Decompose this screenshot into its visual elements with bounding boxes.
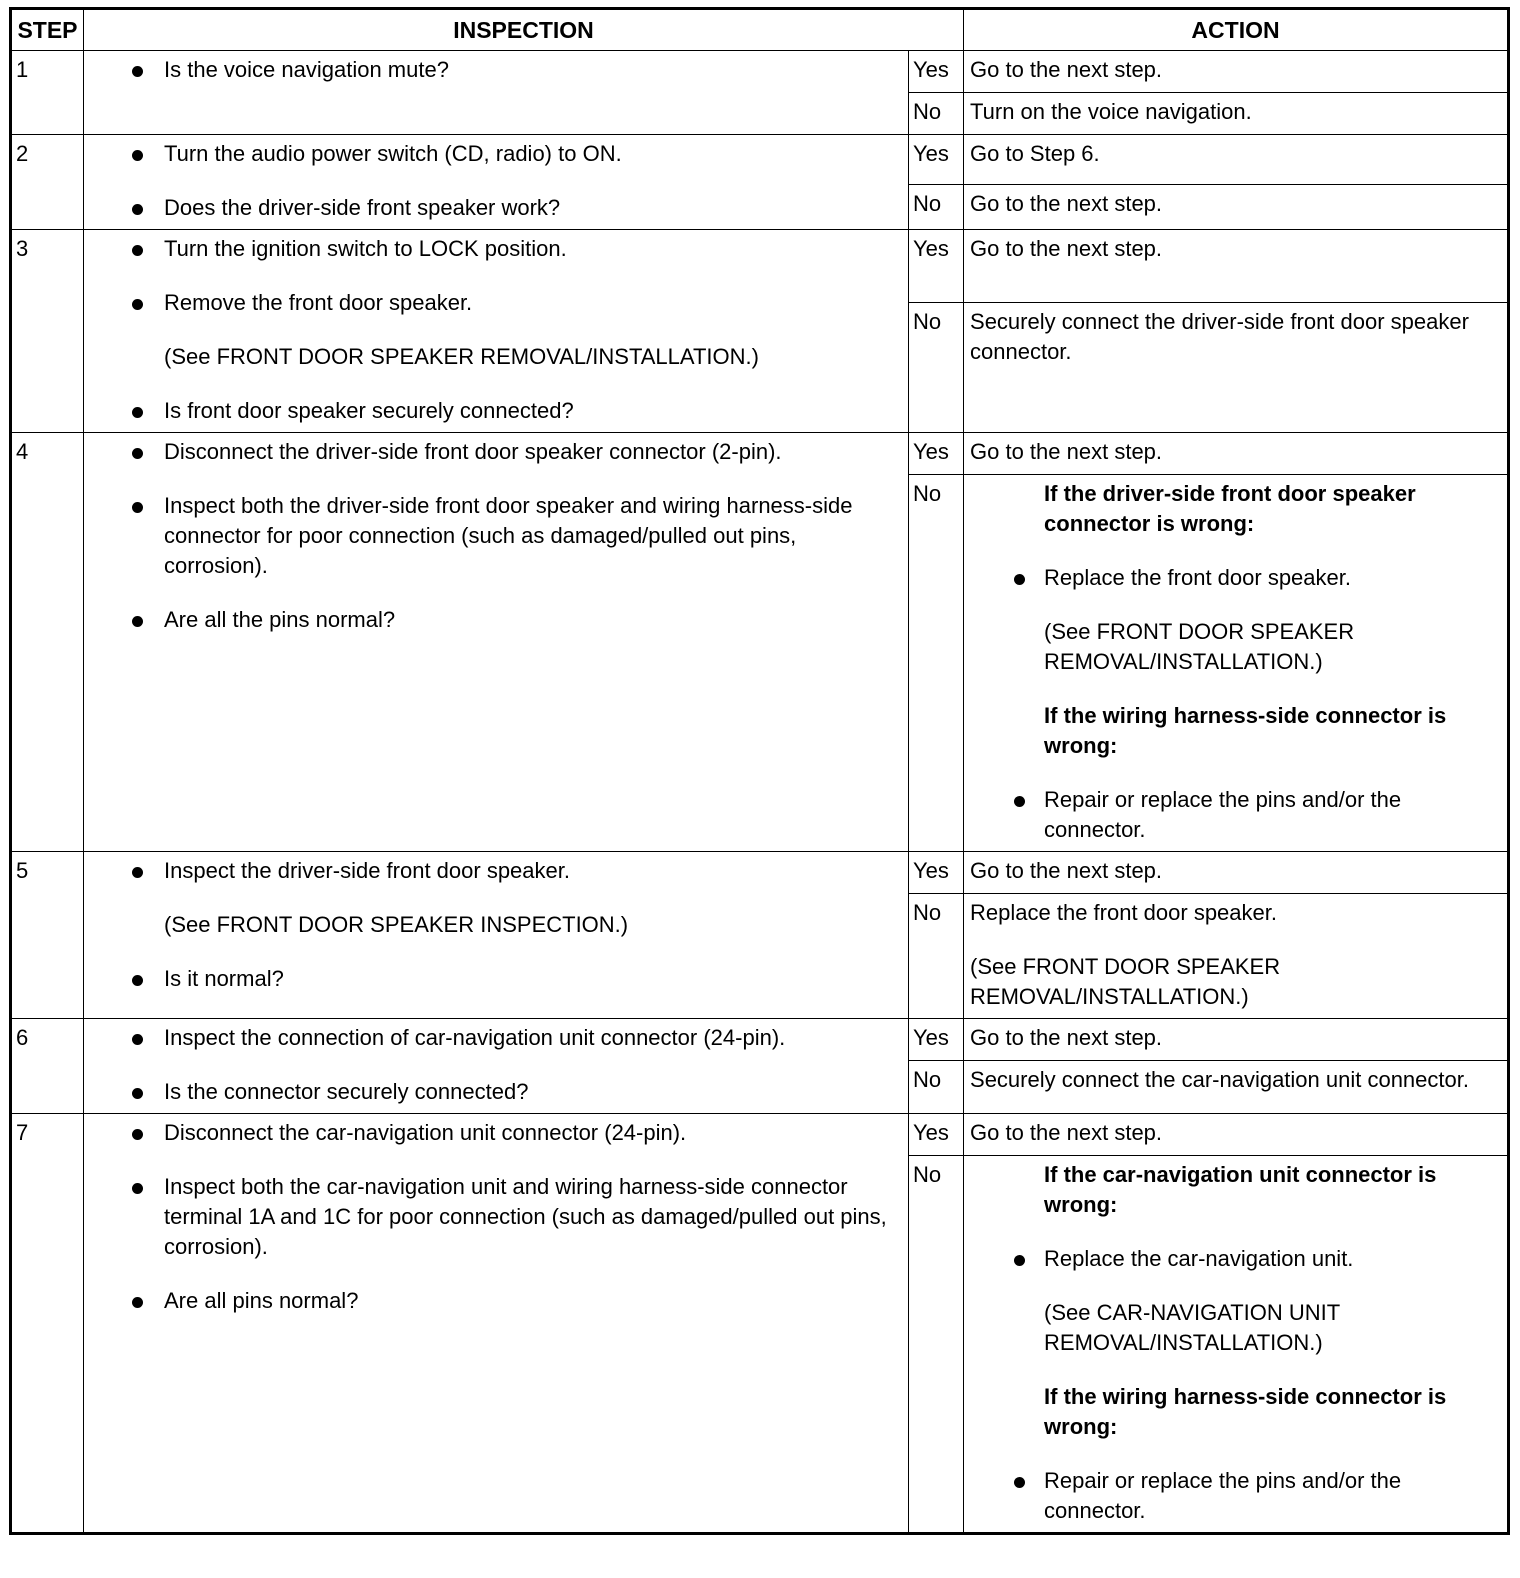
yes-action: Go to the next step. (964, 51, 1509, 93)
inspection-item: Is the voice navigation mute? (84, 55, 898, 85)
step-3-yes-row (11, 230, 1509, 303)
step-number: 5 (11, 852, 84, 1019)
yes-label: Yes (909, 433, 964, 475)
no-label: No (909, 1061, 964, 1114)
no-action (964, 475, 1509, 852)
inspection-item: Does the driver-side front speaker work? (84, 193, 898, 223)
action-note: (See FRONT DOOR SPEAKER REMOVAL/INSTALLATION.) (970, 954, 1281, 1009)
yes-label: Yes (909, 852, 964, 894)
step-1-inspection (84, 51, 909, 135)
yes-action: Go to Step 6. (964, 135, 1509, 185)
inspection-table (9, 7, 1510, 1535)
step-4-inspection (84, 433, 909, 852)
inspection-note: (See FRONT DOOR SPEAKER INSPECTION.) (164, 912, 629, 937)
inspection-item: Is the connector securely connected? (84, 1077, 898, 1107)
inspection-item: Inspect both the driver-side front door speaker and wiring harness-side connector for poor connection (such as damaged/pulled out pins, corrosion). (84, 491, 898, 581)
inspection-item: Are all pins normal? (84, 1286, 898, 1316)
inspection-item: Inspect the connection of car-navigation unit connector (24-pin). (84, 1023, 898, 1053)
no-action: Turn on the voice navigation. (964, 93, 1509, 135)
condition-heading: If the wiring harness-side connector is wrong: (1044, 703, 1447, 758)
yes-action: Go to the next step. (964, 433, 1509, 475)
no-label: No (909, 303, 964, 433)
inspection-item: Are all the pins normal? (84, 605, 898, 635)
troubleshooting-page (9, 7, 1510, 1535)
no-label: No (909, 1156, 964, 1534)
condition-heading: If the car-navigation unit connector is wrong: (1044, 1162, 1437, 1217)
inspection-item: Inspect both the car-navigation unit and wiring harness-side connector terminal 1A and 1C for poor connection (such as damaged/pulled out pins, corrosion). (84, 1172, 898, 1262)
header-step: STEP (11, 9, 84, 51)
step-7-inspection (84, 1114, 909, 1534)
step-4-yes-row (11, 433, 1509, 475)
inspection-item: Disconnect the car-navigation unit connector (24-pin). (84, 1118, 898, 1148)
step-number: 3 (11, 230, 84, 433)
yes-action: Go to the next step. (964, 852, 1509, 894)
no-label: No (909, 894, 964, 1019)
header-row (11, 9, 1509, 51)
no-label: No (909, 475, 964, 852)
action-note: (See FRONT DOOR SPEAKER REMOVAL/INSTALLATION.) (1044, 619, 1355, 674)
action-item: Repair or replace the pins and/or the connector. (970, 1466, 1507, 1526)
step-1-yes-row (11, 51, 1509, 93)
step-5-yes-row (11, 852, 1509, 894)
yes-label: Yes (909, 51, 964, 93)
step-6-yes-row (11, 1019, 1509, 1061)
step-number: 1 (11, 51, 84, 135)
no-action: Securely connect the car-navigation unit connector. (964, 1061, 1509, 1114)
step-number: 2 (11, 135, 84, 230)
yes-action: Go to the next step. (964, 1114, 1509, 1156)
step-2-inspection (84, 135, 909, 230)
inspection-item: Is front door speaker securely connected? (84, 396, 898, 426)
action-item: Replace the front door speaker. (970, 563, 1507, 593)
step-2-yes-row (11, 135, 1509, 185)
header-inspection: INSPECTION (84, 9, 964, 51)
no-action (964, 1156, 1509, 1534)
step-number: 7 (11, 1114, 84, 1534)
condition-heading: If the wiring harness-side connector is wrong: (1044, 1384, 1447, 1439)
inspection-item: Remove the front door speaker. (84, 288, 898, 318)
no-action (964, 894, 1509, 1019)
inspection-item: Turn the ignition switch to LOCK position. (84, 234, 898, 264)
step-5-inspection (84, 852, 909, 1019)
inspection-item: Inspect the driver-side front door speaker. (84, 856, 898, 886)
action-text: Replace the front door speaker. (970, 900, 1277, 925)
action-item: Replace the car-navigation unit. (970, 1244, 1507, 1274)
step-number: 4 (11, 433, 84, 852)
step-7-yes-row (11, 1114, 1509, 1156)
action-item: Repair or replace the pins and/or the connector. (970, 785, 1507, 845)
step-6-inspection (84, 1019, 909, 1114)
inspection-note: (See FRONT DOOR SPEAKER REMOVAL/INSTALLATION.) (164, 344, 759, 369)
no-label: No (909, 93, 964, 135)
step-number: 6 (11, 1019, 84, 1114)
yes-label: Yes (909, 1114, 964, 1156)
inspection-item: Turn the audio power switch (CD, radio) to ON. (84, 139, 898, 169)
yes-label: Yes (909, 135, 964, 185)
yes-action: Go to the next step. (964, 1019, 1509, 1061)
step-3-inspection (84, 230, 909, 433)
no-label: No (909, 184, 964, 229)
yes-label: Yes (909, 1019, 964, 1061)
yes-label: Yes (909, 230, 964, 303)
action-note: (See CAR-NAVIGATION UNIT REMOVAL/INSTALLATION.) (1044, 1300, 1340, 1355)
inspection-item: Is it normal? (84, 964, 898, 994)
yes-action: Go to the next step. (964, 230, 1509, 303)
no-action: Go to the next step. (964, 184, 1509, 229)
inspection-item: Disconnect the driver-side front door speaker connector (2-pin). (84, 437, 898, 467)
no-action: Securely connect the driver-side front door speaker connector. (964, 303, 1509, 433)
condition-heading: If the driver-side front door speaker connector is wrong: (1044, 481, 1416, 536)
header-action: ACTION (964, 9, 1509, 51)
